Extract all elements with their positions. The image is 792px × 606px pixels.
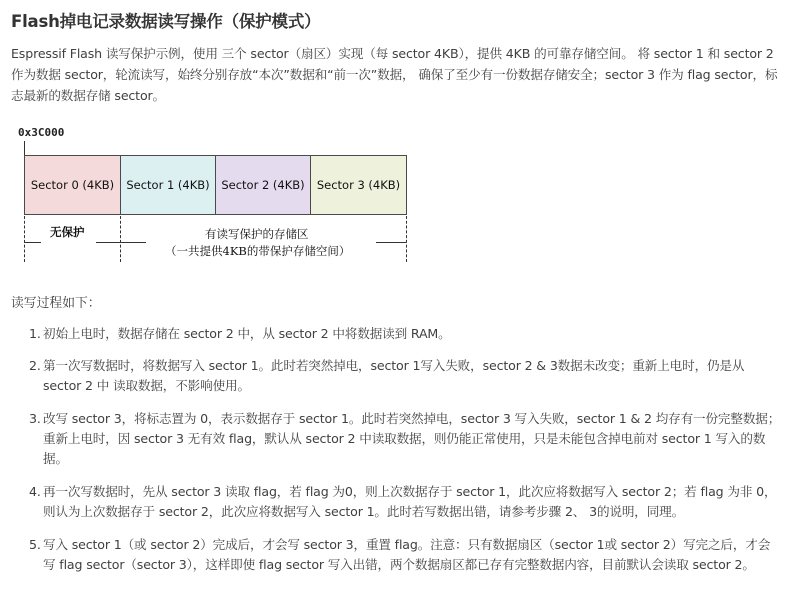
step-number: 1. xyxy=(29,326,41,341)
sector-3-label: Sector 3 (4KB) xyxy=(316,178,401,192)
sector-0-label: Sector 0 (4KB) xyxy=(30,178,115,192)
protected-range-line-left xyxy=(120,242,146,243)
step-number: 4. xyxy=(29,484,41,499)
sector-0-block xyxy=(24,155,121,215)
sector-2-block xyxy=(215,155,311,215)
sector-1-label: Sector 1 (4KB) xyxy=(126,178,210,192)
divider-right xyxy=(406,216,407,262)
protected-range-line-right xyxy=(376,242,406,243)
step-number: 2. xyxy=(29,358,41,373)
sector-3-block xyxy=(310,155,407,215)
step-text: 初始上电时，数据存储在 sector 2 中，从 sector 2 中将数据读到 RAM。 xyxy=(43,326,451,341)
steps-list xyxy=(29,324,781,575)
step-text: 写入 sector 1（或 sector 2）完成后，才会写 sector 3，重置 flag。注意：只有数据扇区（sector 1或 sector 2）写完之后，才会写 flag sector（sector 3），这样即使 flag sector 写入出错，两个数据扇区都已存有完整数据内容，目前默认会读取 sector 2。 xyxy=(43,537,771,572)
divider-middle xyxy=(120,216,121,262)
intro-paragraph: Espressif Flash 读写保护示例，使用 三个 sector（扇区）实现（每 sector 4KB），提供 4KB 的可靠存储空间。 将 sector 1 和 sector 2 作为数据 sector，轮流读写，始终分别存放“本次”数据和“前一次”数据， 确保了至少有一份数据存储安全；sector 3 作为 flag sector，标志最新的数据存储 sector。 xyxy=(11,46,778,103)
steps-heading: 读写过程如下： xyxy=(11,296,101,311)
page-title: Flash掉电记录数据读写操作（保护模式） xyxy=(11,12,321,31)
unprotected-range-line-right xyxy=(96,242,120,243)
step-text: 改写 sector 3，将标志置为 0，表示数据存于 sector 1。此时若突然掉电，sector 3 写入失败，sector 1 & 2 均存有一份完整数据；重新上电时，因 sector 3 无有效 flag，默认从 sector 2 中读取数据，则仍能正常使用，只是未能包含掉电前对 sector 1 写入的数据。 xyxy=(43,411,781,466)
step-text: 再一次写数据时，先从 sector 3 读取 flag，若 flag 为0，则上次数据存于 sector 1，此次应将数据写入 sector 2；若 flag 为非 0，则认为上次数据存于 sector 2，此次应将数据写入 sector 1。此时若写数据出错，请参考步骤 2、 3的说明，同理。 xyxy=(43,484,777,519)
list-item xyxy=(29,482,781,522)
list-item xyxy=(29,409,781,469)
start-address-label: 0x3C000 xyxy=(18,126,65,139)
step-number: 3. xyxy=(29,411,41,426)
unprotected-label: 无保护 xyxy=(50,225,85,239)
list-item xyxy=(29,535,781,575)
protected-sublabel: （一共提供4KB的带保护存储空间） xyxy=(165,244,351,258)
sector-1-block xyxy=(120,155,216,215)
unprotected-range-line-left xyxy=(24,242,41,243)
step-number: 5. xyxy=(29,537,41,552)
protected-label: 有读写保护的存储区 xyxy=(205,227,309,241)
list-item xyxy=(29,356,781,396)
address-marker xyxy=(24,141,25,156)
step-text: 第一次写数据时，将数据写入 sector 1。此时若突然掉电，sector 1写入失败，sector 2 & 3数据未改变；重新上电时，仍是从 sector 2 中 读取数据，不影响使用。 xyxy=(43,358,745,393)
list-item xyxy=(29,324,781,344)
sector-2-label: Sector 2 (4KB) xyxy=(221,178,305,192)
divider-left xyxy=(24,216,25,262)
